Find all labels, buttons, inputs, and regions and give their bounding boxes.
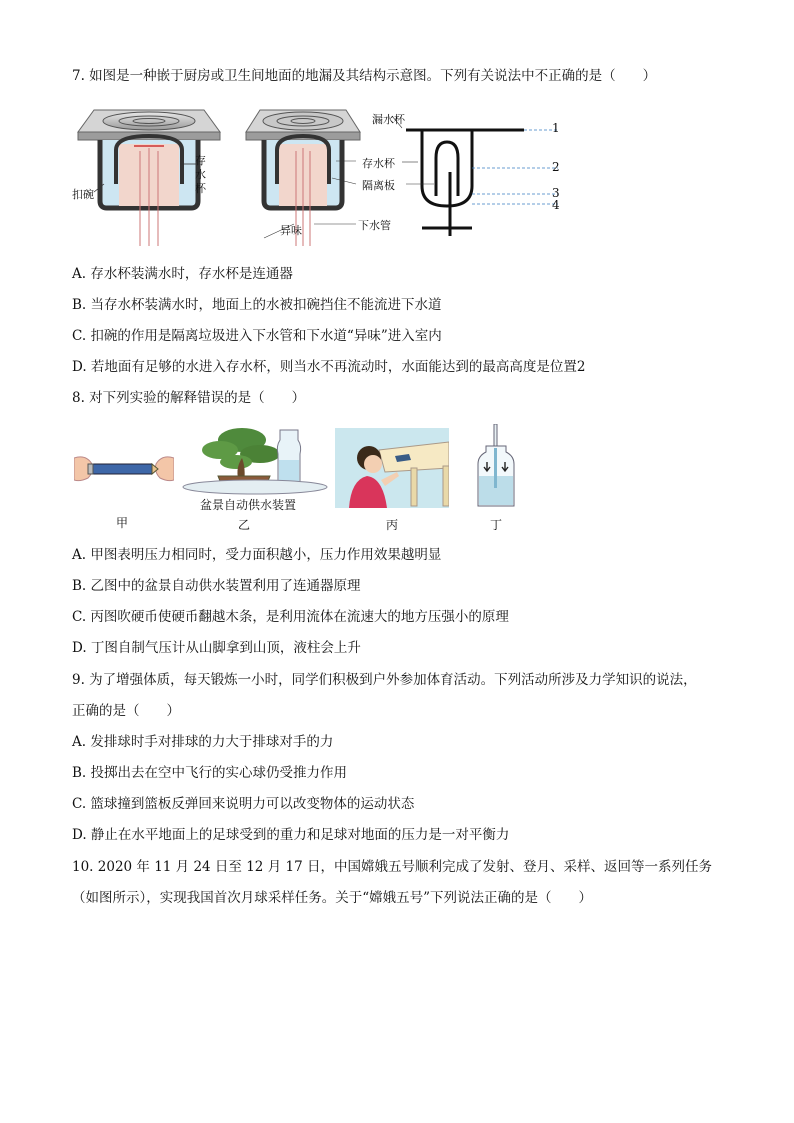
q7-option-b: B. 当存水杯装满水时，地面上的水被扣碗挡住不能流进下水道	[72, 297, 442, 313]
q7-position-1: 1	[552, 121, 560, 135]
q7-stem: 7. 如图是一种嵌于厨房或卫生间地面的地漏及其结构示意图。下列有关说法中不正确的是（ ）	[72, 68, 657, 84]
q9-option-a: A. 发排球时手对排球的力大于排球对手的力	[72, 734, 334, 750]
q8-stem: 8. 对下列实验的解释错误的是（ ）	[72, 390, 306, 406]
q8-option-c: C. 丙图吹硬币使硬币翻越木条，是利用流体在流速大的地方压强小的原理	[72, 609, 509, 625]
q9-option-b: B. 投掷出去在空中飞行的实心球仍受推力作用	[72, 765, 348, 781]
q9-stem-line2: 正确的是（ ）	[72, 703, 180, 719]
q7-label-drain-pipe: 下水管	[358, 219, 391, 232]
q8-label-bing: 丙	[386, 518, 399, 532]
q8-figure-bing	[335, 428, 449, 508]
q9-option-d: D. 静止在水平地面上的足球受到的重力和足球对地面的压力是一对平衡力	[72, 827, 510, 843]
q8-caption-yi: 盆景自动供水装置	[200, 498, 297, 512]
q7-label-partition: 隔离板	[362, 179, 395, 192]
q7-position-2: 2	[552, 160, 560, 174]
q8-label-ding: 丁	[490, 518, 503, 532]
q9-option-c: C. 篮球撞到篮板反弹回来说明力可以改变物体的运动状态	[72, 796, 415, 812]
q8-figure-ding	[474, 424, 518, 510]
q8-option-a: A. 甲图表明压力相同时，受力面积越小，压力作用效果越明显	[72, 547, 442, 563]
q7-label-leak-cup: 漏水杯	[372, 113, 405, 126]
q7-label-storage-cup: 存水杯	[362, 157, 395, 170]
q7-position-3: 3	[552, 186, 560, 200]
q8-figure-jia	[74, 446, 174, 496]
q7-label-odor: 异味	[280, 224, 302, 237]
q8-label-jia: 甲	[116, 516, 129, 530]
q9-stem-line1: 9. 为了增强体质，每天锻炼一小时，同学们积极到户外参加体育活动。下列活动所涉及力学知识的说法，	[72, 672, 697, 688]
q7-label-left-bowl: 扣碗	[72, 188, 94, 201]
q7-label-left-storage-cup: 存水杯	[195, 154, 206, 195]
q8-option-b: B. 乙图中的盆景自动供水装置利用了连通器原理	[72, 578, 361, 594]
q7-position-4: 4	[552, 198, 560, 212]
q8-figure-yi	[182, 424, 328, 496]
q10-stem-line2: （如图所示），实现我国首次月球采样任务。关于“嫦娥五号”下列说法正确的是（ ）	[72, 890, 593, 906]
q7-option-c: C. 扣碗的作用是隔离垃圾进入下水管和下水道“异味”进入室内	[72, 328, 442, 344]
q8-label-yi: 乙	[238, 518, 251, 532]
q7-option-a: A. 存水杯装满水时，存水杯是连通器	[72, 266, 293, 282]
q10-stem-line1: 10. 2020 年 11 月 24 日至 12 月 17 日，中国嫦娥五号顺利完成了发射、登月、采样、返回等一系列任务	[72, 859, 712, 875]
q7-option-d: D. 若地面有足够的水进入存水杯，则当水不再流动时，水面能达到的最高高度是位置2	[72, 359, 586, 375]
q7-figure-middle	[244, 106, 362, 246]
q7-figure-schematic	[362, 106, 562, 246]
q8-option-d: D. 丁图自制气压计从山脚拿到山顶，液柱会上升	[72, 640, 361, 656]
